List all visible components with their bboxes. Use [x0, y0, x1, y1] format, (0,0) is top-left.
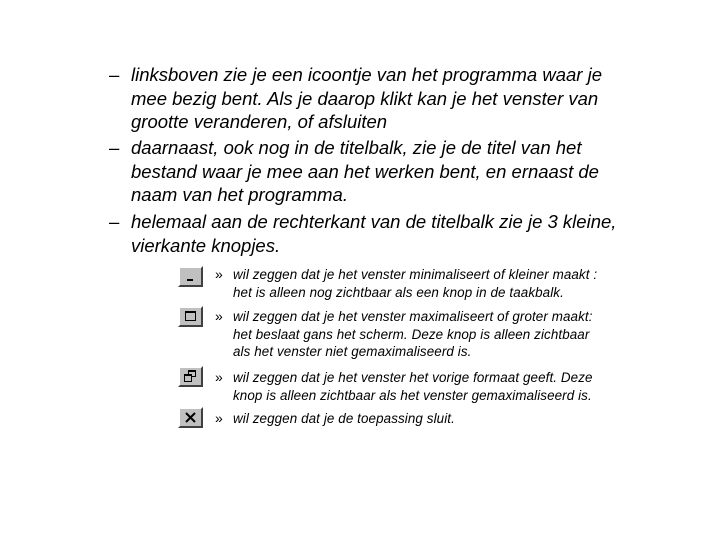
bullet-line: mee bezig bent. Als je daarop klikt kan je het venster van	[131, 87, 599, 109]
description-line: het beslaat gans het scherm. Deze knop is alleen zichtbaar	[233, 326, 590, 342]
button-description	[215, 308, 693, 361]
sub-bullet-marker: »	[215, 266, 223, 282]
maximize-icon	[178, 306, 203, 327]
button-description	[215, 369, 693, 404]
close-icon	[178, 407, 203, 428]
bullet-line: bestand waar je mee aan het werken bent, en ernaast de	[131, 160, 599, 182]
bullet-line: vierkante knopjes.	[131, 234, 281, 256]
bullet-item	[109, 210, 671, 257]
minimize-icon	[178, 266, 203, 287]
sub-bullet-marker: »	[215, 308, 223, 324]
bullet-dash: –	[109, 211, 120, 232]
bullet-line: linksboven zie je een icoontje van het programma waar je	[131, 64, 602, 85]
description-line: als het venster niet gemaximaliseerd is.	[233, 344, 472, 360]
bullet-item	[109, 136, 671, 207]
sub-bullet-marker: »	[215, 369, 223, 385]
description-line: het is alleen nog zichtbaar als een knop in de taakbalk.	[233, 284, 564, 300]
bullet-line: grootte veranderen, of afsluiten	[131, 111, 388, 132]
description-line: wil zeggen dat je het venster minimaliseert of kleiner maakt :	[233, 267, 598, 282]
description-line: wil zeggen dat je het venster het vorige formaat geeft. Deze	[233, 370, 593, 385]
restore-icon	[178, 366, 203, 387]
button-description	[215, 266, 693, 301]
button-description	[215, 410, 693, 428]
bullet-item	[109, 63, 671, 134]
description-line: knop is alleen zichtbaar als het venster gemaximaliseerd is.	[233, 387, 592, 403]
bullet-line: naam van het programma.	[131, 184, 348, 205]
description-line: wil zeggen dat je het venster maximaliseert of groter maakt:	[233, 309, 593, 324]
sub-bullet-marker: »	[215, 410, 223, 426]
bullet-line: helemaal aan de rechterkant van de titelbalk zie je 3 kleine,	[131, 211, 617, 232]
bullet-dash: –	[109, 64, 120, 85]
description-line: wil zeggen dat je de toepassing sluit.	[233, 411, 455, 426]
bullet-line: daarnaast, ook nog in de titelbalk, zie je de titel van het	[131, 137, 582, 158]
bullet-dash: –	[109, 137, 120, 158]
